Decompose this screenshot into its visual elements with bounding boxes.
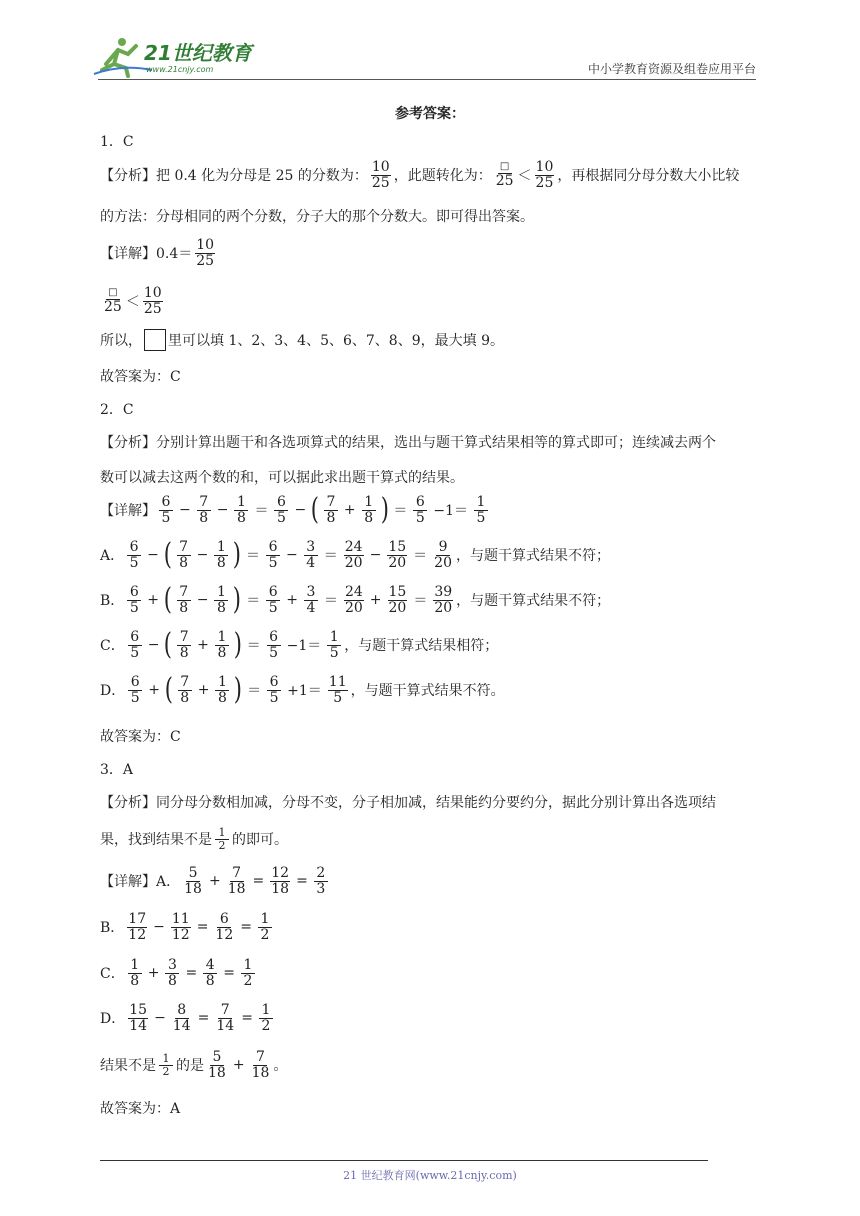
- q3-number: 3．A: [100, 762, 134, 778]
- page-title: 参考答案：: [395, 106, 465, 122]
- q1-detail-compare: $\frac{□}{25}$ ＜ $\frac{10}{25}$: [104, 285, 162, 317]
- q3-result: 结果不是 $\frac{1}{2}$ 的是 $\frac{5}{18}$ + $\frac{7}{18}$ 。: [100, 1049, 288, 1081]
- q3-detail-a: 【详解】A． $\frac{5}{18}$ + $\frac{7}{18}$ = $\frac{12}{18}$ = $\frac{2}{3}$: [100, 866, 331, 896]
- footer-divider: [100, 1160, 708, 1161]
- footer-link[interactable]: 21 世纪教育网(www.21cnjy.com): [343, 1169, 517, 1182]
- q2-analysis-line2: 数可以减去这两个数的和，可以据此求出题干算式的结果。: [100, 470, 464, 486]
- q2-option-b: B． $\frac{6}{5}$ + ( $\frac{7}{8}$ − $\frac{1}{8}$ ) ＝ $\frac{6}{5}$ + $\frac{3}{4}$ ＝ $\frac{24}{20}$ + $\frac{15}{20}$ ＝ $\frac{39}{20}$ ，与题干算式结果不符；: [100, 582, 611, 618]
- platform-name: 中小学教育资源及组卷应用平台: [587, 62, 756, 76]
- q2-option-d: D． $\frac{6}{5}$ + ( $\frac{7}{8}$ + $\frac{1}{8}$ ) ＝ $\frac{6}{5}$ +1＝ $\frac{11}{5}$ ，与题干算式结果不符。: [100, 672, 505, 708]
- q1-analysis-line1: 【分析】把 0.4 化为分母是 25 的分数为： $\frac{10}{25}$ ，此题转化为： $\frac{□}{25}$ ＜ $\frac{10}{25}$ ，再根据同分母分数大小比较: [100, 159, 740, 191]
- q3-answer: 故答案为：A: [100, 1101, 181, 1117]
- q1-number: 1．C: [100, 134, 134, 150]
- q2-option-c: C． $\frac{6}{5}$ − ( $\frac{7}{8}$ + $\frac{1}{8}$ ) ＝ $\frac{6}{5}$ −1＝ $\frac{1}{5}$ ，与题干算式结果相符；: [100, 627, 499, 663]
- q2-answer: 故答案为：C: [100, 729, 181, 745]
- q1-fill: 所以， 里可以填 1、2、3、4、5、6、7、8、9，最大填 9。: [100, 329, 504, 351]
- q3-detail-b: B． $\frac{17}{12}$ − $\frac{11}{12}$ = $\frac{6}{12}$ = $\frac{1}{2}$: [100, 912, 275, 942]
- q3-detail-c: C． $\frac{1}{8}$ + $\frac{3}{8}$ = $\frac{4}{8}$ = $\frac{1}{2}$: [100, 958, 258, 988]
- blank-box: [144, 329, 166, 351]
- header-divider: [98, 79, 756, 80]
- q2-analysis-line1: 【分析】分别计算出题干和各选项算式的结果，选出与题干算式结果相等的算式即可；连续减去两个: [100, 435, 716, 451]
- q1-detail: 【详解】0.4＝ $\frac{10}{25}$: [100, 237, 215, 269]
- q1-analysis-line2: 的方法：分母相同的两个分数，分子大的那个分数大。即可得出答案。: [100, 209, 534, 225]
- q3-analysis-line1: 【分析】同分母分数相加减，分母不变，分子相加减，结果能约分要约分，据此分别计算出各选项结: [100, 795, 716, 811]
- svg-text:21世纪教育: 21世纪教育: [144, 41, 252, 65]
- q2-option-a: A． $\frac{6}{5}$ − ( $\frac{7}{8}$ − $\frac{1}{8}$ ) ＝ $\frac{6}{5}$ − $\frac{3}{4}$ ＝ $\frac{24}{20}$ − $\frac{15}{20}$ ＝ $\frac{9}{20}$ ，与题干算式结果不符；: [100, 537, 610, 573]
- site-logo: [92, 34, 262, 78]
- svg-text:www.21cnjy.com: www.21cnjy.com: [146, 65, 214, 74]
- q3-analysis-line2: 果，找到结果不是 $\frac{1}{2}$ 的即可。: [100, 826, 288, 852]
- q1-answer: 故答案为：C: [100, 369, 181, 385]
- q2-detail: 【详解】 $\frac{6}{5}$ − $\frac{7}{8}$ − $\frac{1}{8}$ ＝ $\frac{6}{5}$ − ( $\frac{7}{8}$ + $\frac{1}{8}$ ) ＝ $\frac{6}{5}$ −1＝ $\frac{1}{5}$: [100, 495, 491, 525]
- q2-number: 2．C: [100, 402, 134, 418]
- q3-detail-d: D． $\frac{15}{14}$ − $\frac{8}{14}$ = $\frac{7}{14}$ = $\frac{1}{2}$: [100, 1003, 276, 1033]
